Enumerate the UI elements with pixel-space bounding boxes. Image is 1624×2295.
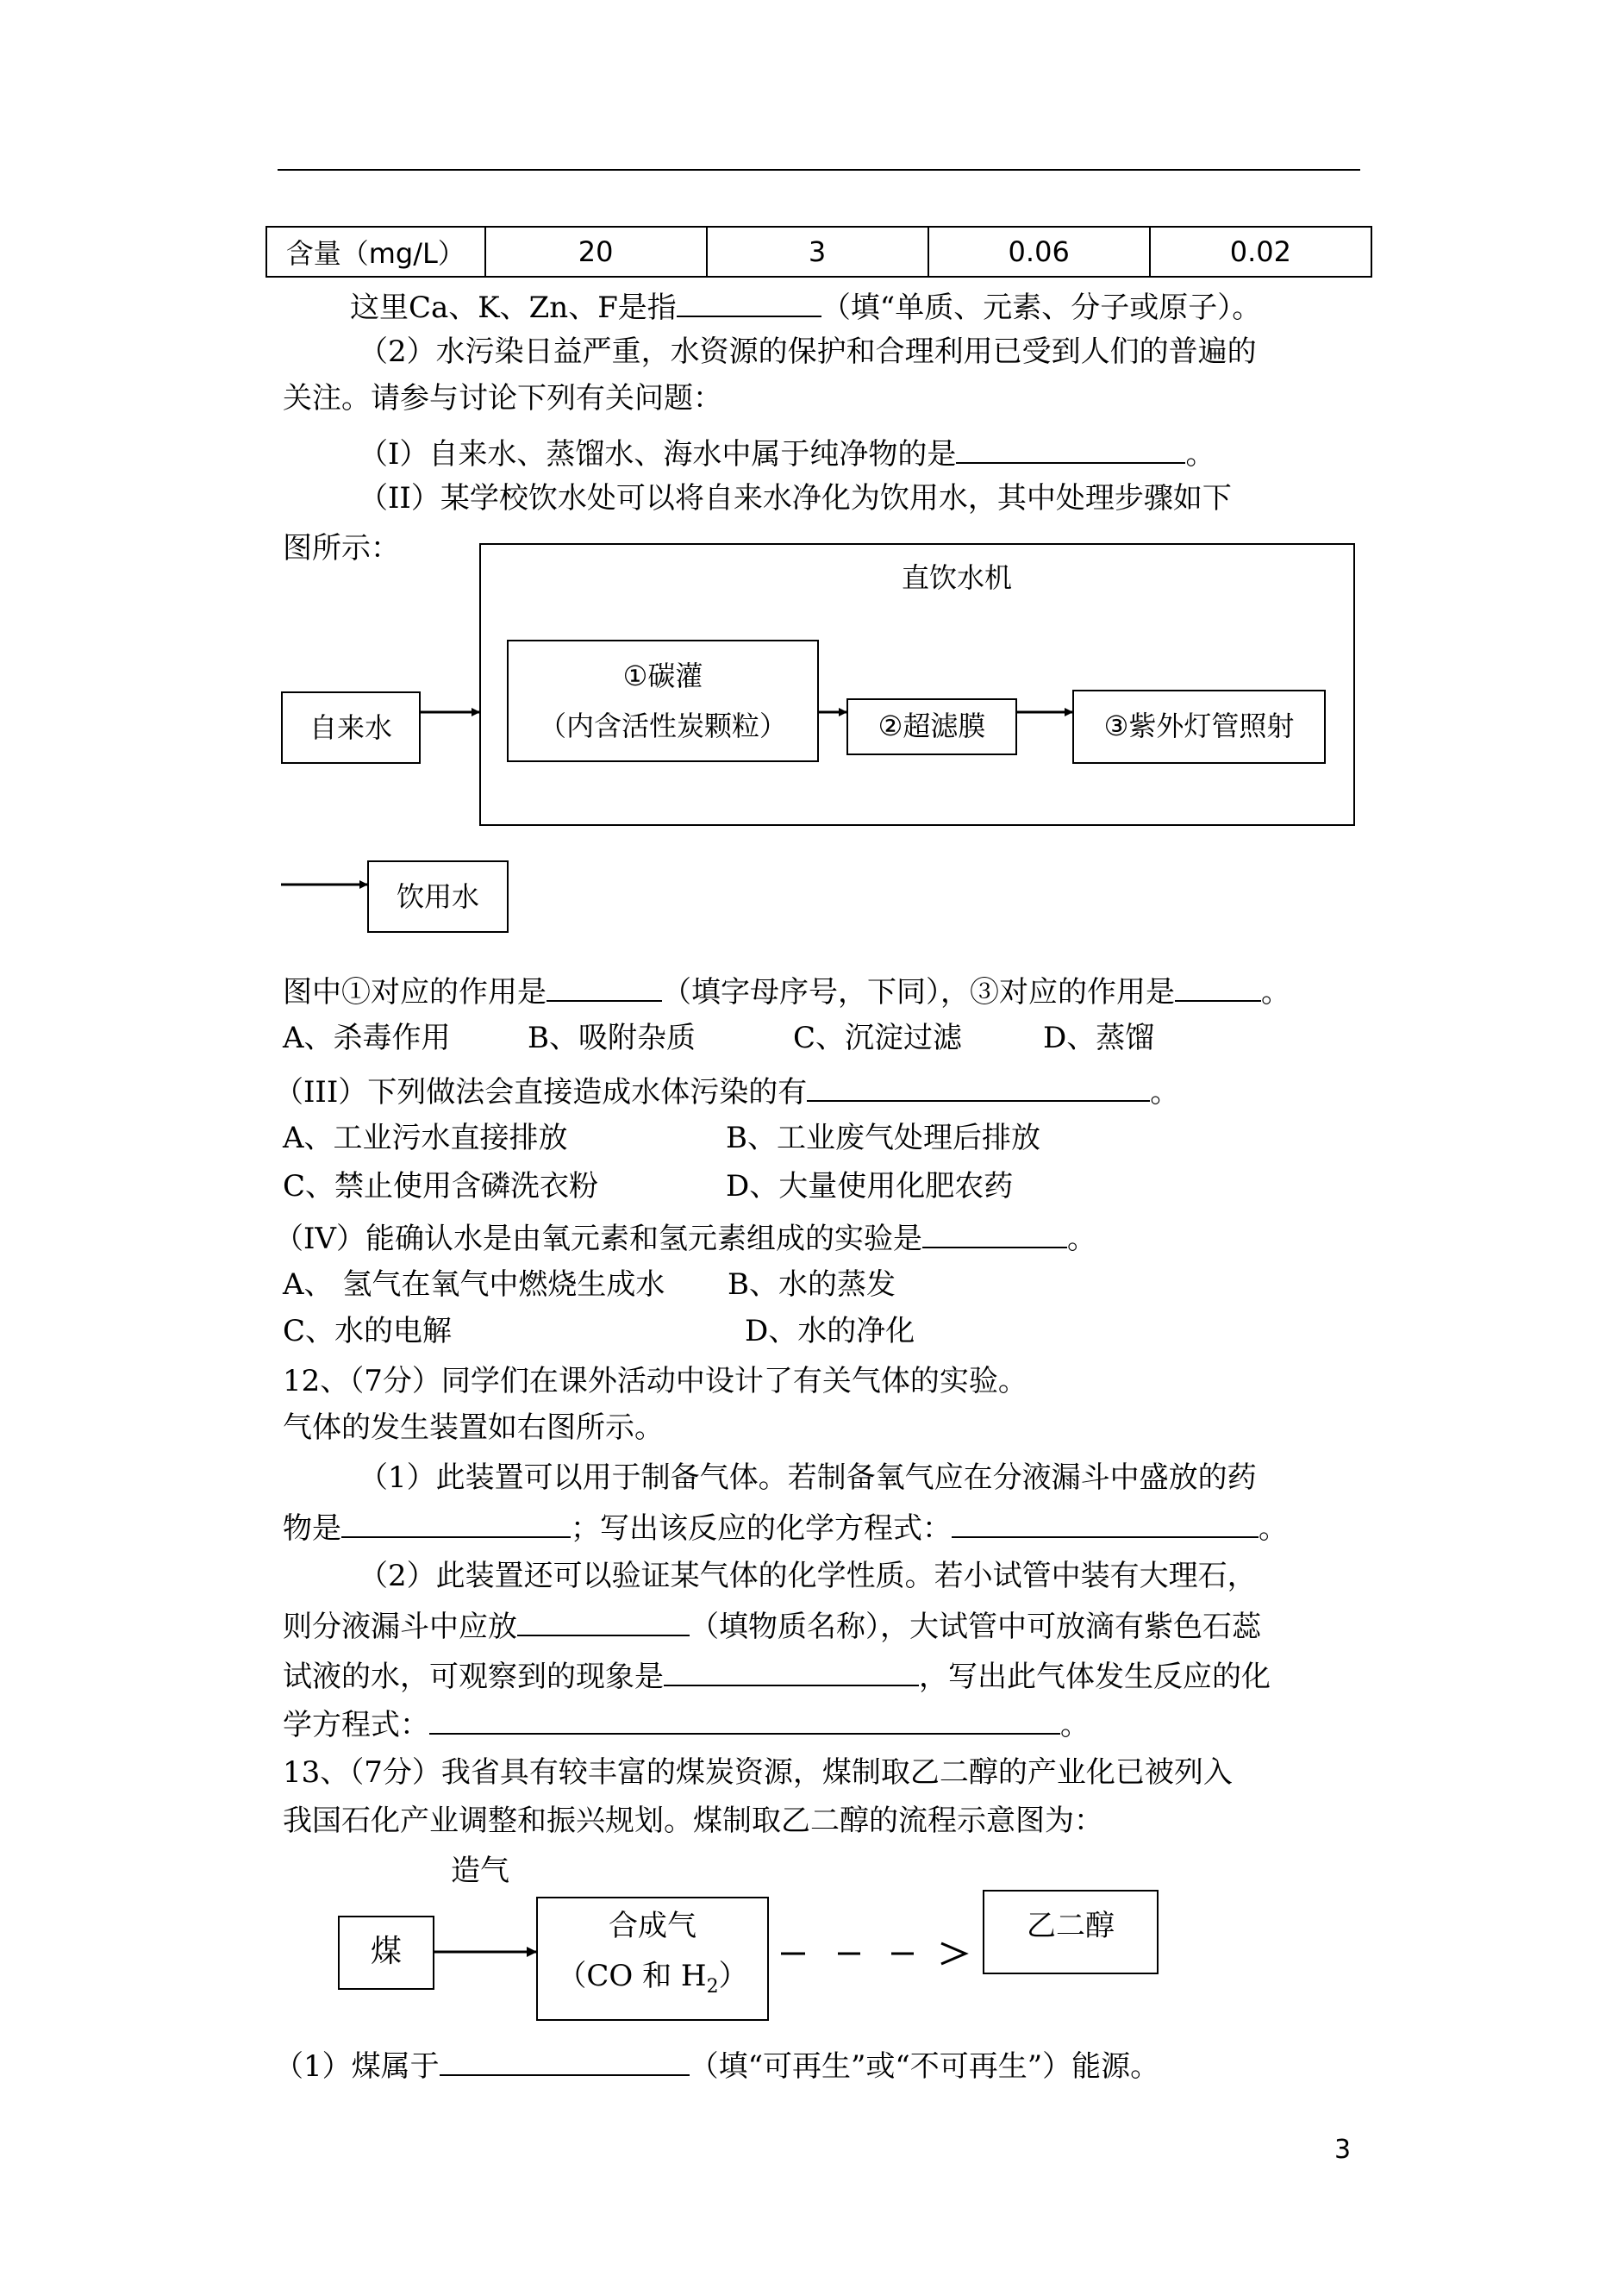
q2-iv-option-b: B、水的蒸发 bbox=[728, 1267, 896, 1302]
q2-fig-line: 图中①对应的作用是 （填字母序号，下同），③对应的作用是 。 bbox=[283, 971, 1290, 1011]
q12-p2-line3: 试液的水，可观察到的现象是 ，写出此气体发生反应的化 bbox=[283, 1655, 1271, 1696]
step3-label: ③紫外灯管照射 bbox=[1103, 710, 1295, 742]
answer-blank[interactable] bbox=[952, 1507, 1259, 1538]
q12-line2: 气体的发生装置如右图所示。 bbox=[283, 1410, 664, 1445]
table-cell: 0.02 bbox=[1150, 227, 1371, 277]
table-cell-label: 含量（mg/L） bbox=[266, 227, 485, 277]
arrow-label-gasification: 造气 bbox=[451, 1854, 509, 1888]
machine-title: 直饮水机 bbox=[901, 561, 1012, 594]
q2-iv-option-d: D、水的净化 bbox=[745, 1314, 915, 1348]
table-cell: 20 bbox=[485, 227, 707, 277]
q2-fig-option-c: C、沉淀过滤 bbox=[793, 1021, 963, 1055]
q13-p1-line: （1）煤属于 （填“可再生”或“不可再生”）能源。 bbox=[274, 2045, 1159, 2086]
dashed-arrow-head bbox=[941, 1943, 965, 1964]
q2-intro-line2: 关注。请参与讨论下列有关问题： bbox=[283, 381, 722, 416]
q2-iii-option-d: D、大量使用化肥农药 bbox=[726, 1169, 1014, 1204]
q12-p2-line2: 则分液漏斗中应放 （填物质名称），大试管中可放滴有紫色石蕊 bbox=[283, 1605, 1261, 1646]
q12-p1-line1: （1）此装置可以用于制备气体。若制备氧气应在分液漏斗中盛放的药 bbox=[359, 1460, 1257, 1495]
purifier-arrows bbox=[0, 0, 1624, 948]
answer-blank[interactable] bbox=[664, 1655, 919, 1686]
table-cell: 3 bbox=[707, 227, 928, 277]
answer-blank[interactable] bbox=[440, 2045, 690, 2076]
q12-line1: 12、（7分）同学们在课外活动中设计了有关气体的实验。 bbox=[283, 1364, 1027, 1398]
q2-i-line: （I）自来水、蒸馏水、海水中属于纯净物的是 。 bbox=[359, 433, 1215, 473]
table-cell: 0.06 bbox=[928, 227, 1150, 277]
q2-iv-line: （IV）能确认水是由氧元素和氢元素组成的实验是 。 bbox=[274, 1217, 1096, 1258]
output-label: 饮用水 bbox=[396, 880, 479, 913]
q13-line2: 我国石化产业调整和振兴规划。煤制取乙二醇的流程示意图为： bbox=[283, 1804, 1103, 1838]
answer-blank[interactable] bbox=[1175, 971, 1261, 1002]
q12-p2-line4: 学方程式： 。 bbox=[283, 1704, 1090, 1744]
q2-fig-option-a: A、杀毒作用 bbox=[283, 1021, 451, 1055]
step1-label: ①碳灌 bbox=[622, 660, 703, 692]
q12-p2-line1: （2）此装置还可以验证某气体的化学性质。若小试管中装有大理石， bbox=[359, 1559, 1257, 1593]
answer-blank[interactable] bbox=[341, 1507, 571, 1538]
q2-intro-line1: （2）水污染日益严重，水资源的保护和合理利用已受到人们的普遍的 bbox=[359, 335, 1257, 369]
q2-fig-option-b: B、吸附杂质 bbox=[528, 1021, 696, 1055]
step2-label: ②超滤膜 bbox=[878, 710, 986, 742]
answer-blank[interactable] bbox=[807, 1071, 1150, 1102]
q2-iv-option-c: C、水的电解 bbox=[283, 1314, 453, 1348]
page-number: 3 bbox=[1334, 2135, 1352, 2165]
coal-arrows bbox=[0, 1854, 1624, 2043]
answer-blank[interactable] bbox=[547, 971, 662, 1002]
source-label: 自来水 bbox=[309, 711, 392, 744]
q2-fig-option-d: D、蒸馏 bbox=[1043, 1021, 1155, 1055]
coal-label: 煤 bbox=[370, 1934, 402, 1969]
q12-p1-line2: 物是 ；写出该反应的化学方程式： 。 bbox=[283, 1507, 1288, 1548]
step1-sublabel: （内含活性炭颗粒） bbox=[538, 710, 787, 742]
q2-ii-line2: 图所示： bbox=[283, 531, 400, 566]
answer-blank[interactable] bbox=[517, 1605, 690, 1636]
q2-iii-line: （III）下列做法会直接造成水体污染的有 。 bbox=[274, 1071, 1179, 1111]
q2-iii-option-b: B、工业废气处理后排放 bbox=[726, 1121, 1040, 1155]
answer-blank[interactable] bbox=[429, 1704, 1060, 1735]
answer-blank[interactable] bbox=[922, 1217, 1067, 1248]
q13-line1: 13、（7分）我省具有较丰富的煤炭资源，煤制取乙二醇的产业化已被列入 bbox=[283, 1755, 1233, 1790]
syngas-label: 合成气 bbox=[609, 1909, 696, 1943]
q2-iv-option-a: A、 氢气在氧气中燃烧生成水 bbox=[283, 1267, 665, 1302]
q2-iii-option-c: C、禁止使用含磷洗衣粉 bbox=[283, 1169, 599, 1204]
product-label: 乙二醇 bbox=[1027, 1909, 1115, 1943]
syngas-formula: （CO 和 $H_2$） bbox=[557, 1959, 748, 1998]
q1-line: 这里Ca、K、Zn、F是指 （填“单质、元素、分子或原子）。 bbox=[350, 286, 1261, 327]
q2-iii-option-a: A、工业污水直接排放 bbox=[283, 1121, 568, 1155]
q2-ii-line1: （II）某学校饮水处可以将自来水净化为饮用水，其中处理步骤如下 bbox=[359, 481, 1232, 516]
